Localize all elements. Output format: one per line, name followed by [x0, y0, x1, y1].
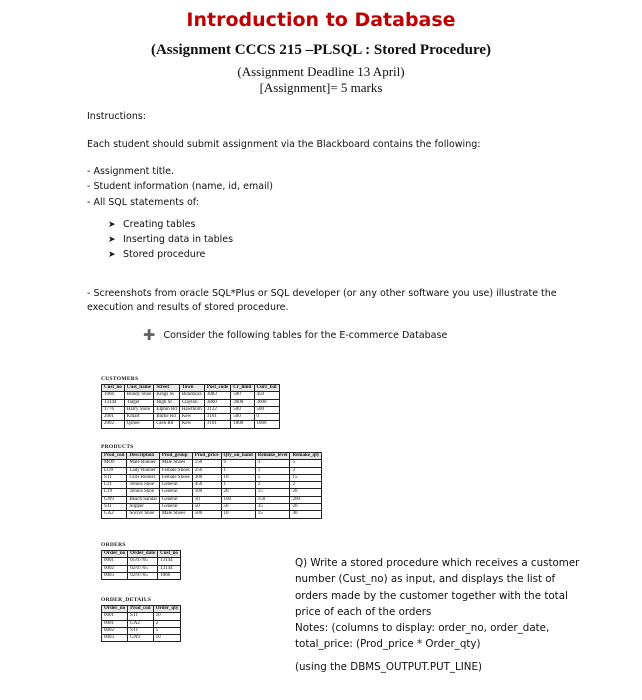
table-cell: 40 [290, 511, 322, 518]
table-cell: 100 [192, 489, 221, 496]
table-cell: Tennis Shoe [127, 482, 159, 489]
table-cell: 250 [192, 467, 221, 474]
table-cell: Beach Sandal [127, 496, 159, 503]
table-header-row [102, 453, 322, 460]
assignment-subtitle: (Assignment CCCS 215 –PLSQL : Stored Procedure) [150, 42, 491, 58]
table-row [102, 474, 322, 481]
column-header: Prod_cod [102, 453, 127, 460]
order-details-table [101, 605, 181, 642]
table-cell: 150 [192, 460, 221, 467]
table-cell: 20 [290, 489, 322, 496]
table-header-row [102, 551, 181, 558]
column-header: Order_qty [153, 606, 181, 613]
table-cell: 20 [221, 489, 255, 496]
table-row [102, 414, 280, 421]
table-cell: High St [154, 399, 179, 406]
column-header: Town [179, 385, 204, 392]
table-cell: 3800 [204, 399, 230, 406]
instruction-item: - Student information (name, id, email) [87, 181, 274, 192]
column-header: Post_code [204, 385, 230, 392]
table-cell: 10 [221, 511, 255, 518]
products-table-label: PRODUCTS [101, 444, 134, 450]
table-cell: 3 [290, 467, 322, 474]
table-cell: STI [102, 474, 127, 481]
table-cell: 0003 [102, 635, 128, 642]
question-line: total_price: (Prod_price * Order_qty) [295, 638, 481, 651]
table-cell: 50 [192, 504, 221, 511]
table-row [102, 467, 322, 474]
table-cell: 3000 [231, 399, 254, 406]
table-cell: 10 [153, 613, 181, 620]
assignment-marks: [Assignment]= 5 marks [259, 80, 383, 95]
question-line: orders made by the customer together with the total [295, 589, 568, 602]
table-cell: 2001 [102, 414, 125, 421]
table-cell: 5 [290, 460, 322, 467]
consider-tables-line: ➕ Consider the following tables for the E-commerce Database [143, 330, 448, 341]
table-cell: Female Shoes [159, 474, 192, 481]
table-header-row [102, 385, 280, 392]
question-block [295, 555, 595, 675]
table-cell: 02/07/05 [128, 565, 158, 572]
column-header: Order_no [102, 551, 128, 558]
question-line: (using the DBMS_OUTPUT.PUT_LINE) [295, 660, 483, 673]
table-cell: Soccer Shoe [127, 511, 159, 518]
table-cell: Qshoe [124, 421, 154, 428]
table-cell: 2002 [102, 421, 125, 428]
instruction-item: - Assignment title. [87, 166, 174, 177]
table-cell: 2 [290, 482, 322, 489]
table-cell: Bundoora [179, 392, 204, 399]
table-cell: 3083 [204, 392, 230, 399]
customers-table-label: CUSTOMERS [101, 376, 139, 382]
table-cell: Kew [179, 414, 204, 421]
table-cell: 3000 [254, 399, 279, 406]
table-cell: 1066 [158, 572, 181, 579]
table-cell: Male Shoes [159, 511, 192, 518]
table-row [102, 558, 181, 565]
table-cell: 1 [255, 467, 290, 474]
table-cell: General [159, 496, 192, 503]
table-cell: 15 [290, 474, 322, 481]
table-row [102, 620, 181, 627]
table-cell: 150 [255, 496, 290, 503]
table-cell: 3101 [204, 414, 230, 421]
table-cell: 2 [255, 482, 290, 489]
table-cell: 0 [254, 414, 279, 421]
table-cell: 50 [221, 504, 255, 511]
table-cell: 0001 [102, 613, 128, 620]
table-row [102, 406, 280, 413]
document-title: Introduction to Database [186, 9, 456, 31]
table-cell: 5 [255, 474, 290, 481]
table-cell: 3 [255, 460, 290, 467]
table-cell: 10 [192, 496, 221, 503]
order-details-table-label: ORDER_DETAILS [101, 597, 152, 603]
column-header: Order_date [128, 551, 158, 558]
table-row [102, 496, 322, 503]
column-header: Cr_limit [231, 385, 254, 392]
table-header-row [102, 606, 181, 613]
table-cell: Kings St [154, 392, 179, 399]
table-cell: 15 [255, 511, 290, 518]
table-cell: 1 [221, 467, 255, 474]
table-cell: 3101 [204, 421, 230, 428]
table-cell: 1000 [231, 421, 254, 428]
arrow-bullet-icon: ➤ [108, 250, 116, 260]
table-cell: 10 [153, 635, 181, 642]
table-row [102, 421, 280, 428]
table-cell: 500 [231, 406, 254, 413]
table-cell: 0002 [102, 627, 128, 634]
table-cell: Kmart [124, 414, 154, 421]
screenshots-instruction-cont: execution and results of stored procedure. [87, 302, 289, 313]
table-cell: LTI [102, 482, 127, 489]
table-row [102, 489, 322, 496]
table-cell: 1776 [102, 406, 125, 413]
table-cell: 02/07/05 [128, 572, 158, 579]
table-cell: 13144 [102, 399, 125, 406]
table-cell: 10 [221, 474, 255, 481]
table-cell: Glen Rd [154, 421, 179, 428]
table-cell: GN9 [128, 635, 153, 642]
table-cell: GN9 [102, 496, 127, 503]
table-cell: LO9 [102, 467, 127, 474]
column-header: Order_no [102, 606, 128, 613]
table-cell: 6 [221, 460, 255, 467]
table-cell: 20 [290, 504, 322, 511]
column-header: Cust_name [124, 385, 154, 392]
table-cell: 450 [254, 392, 279, 399]
table-row [102, 627, 181, 634]
arrow-bullet-icon: ➤ [108, 235, 116, 245]
table-cell: 2 [153, 620, 181, 627]
question-line: Q) Write a stored procedure which receives a customer [295, 557, 580, 569]
table-cell: 01/07/05 [128, 558, 158, 565]
table-cell: Kew [179, 421, 204, 428]
table-cell: Tennis Shoe [127, 489, 159, 496]
table-cell: 13144 [158, 558, 181, 565]
column-header: Qty_on_hand [221, 453, 255, 460]
column-header: Description [127, 453, 159, 460]
column-header: Curr_bal [254, 385, 279, 392]
table-cell: MO9 [102, 460, 127, 467]
table-cell: Male Shoes [159, 460, 192, 467]
table-row [102, 511, 322, 518]
question-line: price of each of the orders [295, 605, 432, 618]
table-cell: 450 [192, 482, 221, 489]
table-cell: 13144 [158, 565, 181, 572]
table-cell: 100 [221, 496, 255, 503]
table-cell: GA2 [102, 511, 127, 518]
table-cell: Burke Rd [154, 414, 179, 421]
table-cell: Female Shoes [159, 467, 192, 474]
assignment-deadline: (Assignment Deadline 13 April) [237, 64, 405, 79]
instructions-intro: Each student should submit assignment via the Blackboard contains the following: [87, 139, 481, 150]
table-cell: General [159, 489, 192, 496]
arrow-bullet-icon: ➤ [108, 220, 116, 230]
screenshots-instruction: - Screenshots from oracle SQL*Plus or SQL developer (or any other software you use) illustrate the [87, 288, 557, 299]
table-cell: General [159, 504, 192, 511]
table-row [102, 504, 322, 511]
table-cell: 500 [254, 406, 279, 413]
column-header: Remake_qty [290, 453, 322, 460]
table-cell: Elphin Rd [154, 406, 179, 413]
table-cell: 200 [290, 496, 322, 503]
table-cell: Male Runner [127, 460, 159, 467]
question-line: Notes: (columns to display: order_no, order_date, [295, 622, 550, 635]
sql-bullet-item: ➤ Inserting data in tables [108, 234, 234, 245]
column-header: Prod_group [159, 453, 192, 460]
table-cell: 500 [192, 511, 221, 518]
table-cell: LT9 [102, 489, 127, 496]
instructions-heading: Instructions: [87, 111, 146, 122]
table-cell: 500 [231, 392, 254, 399]
pointer-bullet-icon: ➕ [143, 330, 156, 341]
table-cell: STI [128, 627, 153, 634]
table-cell: 3122 [204, 406, 230, 413]
table-cell: 5 [153, 627, 181, 634]
table-row [102, 460, 322, 467]
sql-bullet-item: ➤ Stored procedure [108, 249, 206, 260]
column-header: Remake_level [255, 453, 290, 460]
table-cell: 0003 [102, 572, 128, 579]
table-cell: 1 [221, 482, 255, 489]
table-cell: 300 [192, 474, 221, 481]
table-row [102, 482, 322, 489]
table-cell: Harry Store [124, 406, 154, 413]
table-cell: 500 [231, 414, 254, 421]
table-cell: 0001 [102, 558, 128, 565]
table-cell: Bundy Shoe [124, 392, 154, 399]
table-cell: 35 [255, 504, 290, 511]
table-row [102, 392, 280, 399]
table-cell: Hawthorn [179, 406, 204, 413]
orders-table-label: ORDERS [101, 542, 126, 548]
table-cell: Target [124, 399, 154, 406]
sql-bullet-item: ➤ Creating tables [108, 219, 196, 230]
table-cell: Lady Runner [127, 467, 159, 474]
instruction-item: - All SQL statements of: [87, 197, 199, 208]
column-header: Cust_no [158, 551, 181, 558]
table-cell: Clayton [179, 399, 204, 406]
table-row [102, 572, 181, 579]
customers-table [101, 384, 280, 429]
table-cell: GA2 [128, 620, 153, 627]
column-header: Street [154, 385, 179, 392]
table-cell: General [159, 482, 192, 489]
column-header: Prod_cod [128, 606, 153, 613]
table-cell: STI [102, 504, 127, 511]
table-cell: 1000 [254, 421, 279, 428]
table-cell: 1066 [102, 392, 125, 399]
column-header: Prod_price [192, 453, 221, 460]
question-line: number (Cust_no) as input, and displays the list of [295, 573, 556, 586]
table-cell: Slipper [127, 504, 159, 511]
table-cell: 0002 [102, 565, 128, 572]
table-row [102, 635, 181, 642]
table-row [102, 399, 280, 406]
table-row [102, 613, 181, 620]
column-header: Cust_no [102, 385, 125, 392]
table-cell: STI [128, 613, 153, 620]
table-cell: 15 [255, 489, 290, 496]
products-table [101, 452, 322, 519]
table-cell: Girls Runner [127, 474, 159, 481]
table-cell: 0001 [102, 620, 128, 627]
table-row [102, 565, 181, 572]
orders-table [101, 550, 181, 580]
